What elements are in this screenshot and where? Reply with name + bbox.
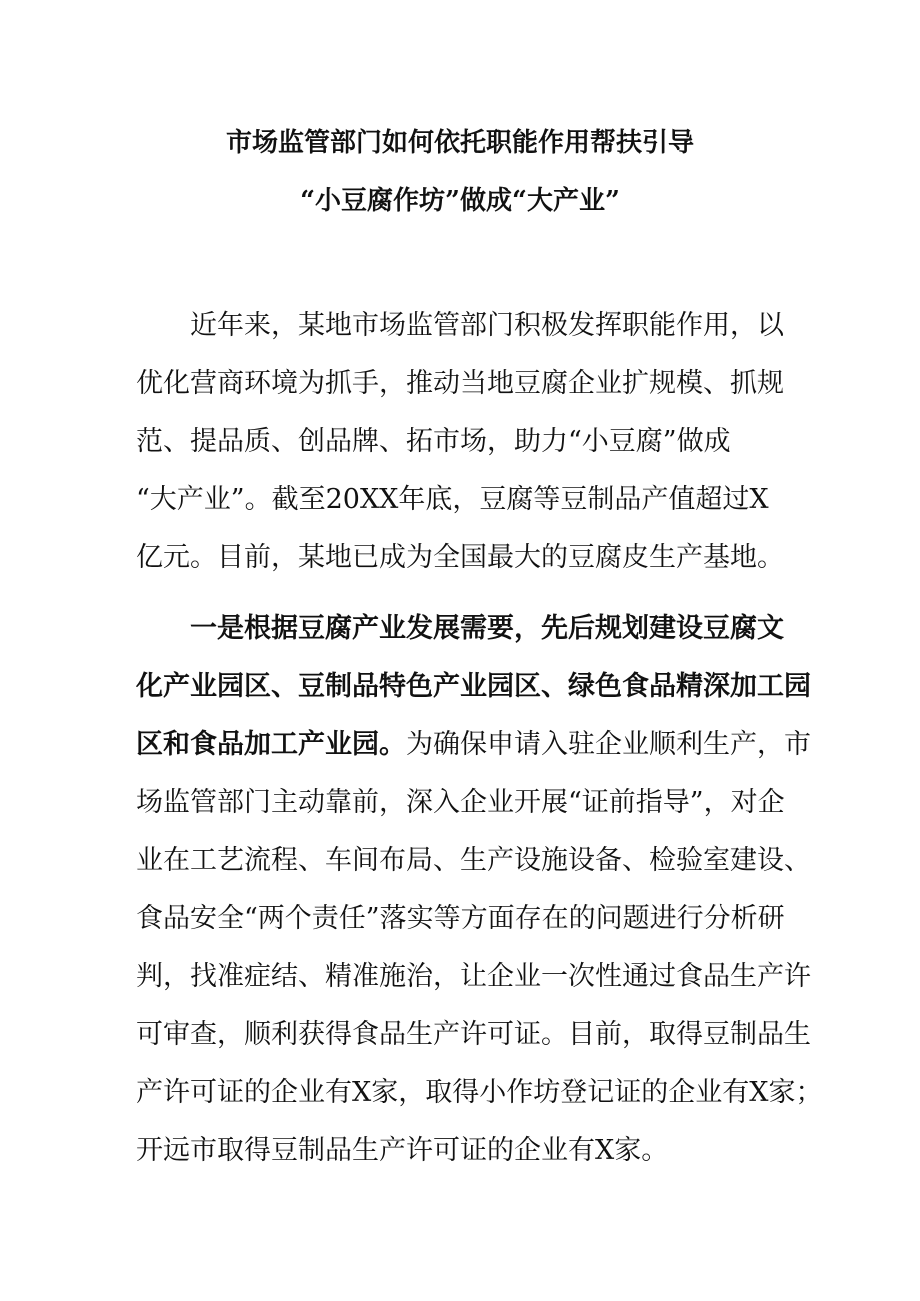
paragraph-2-line: 产许可证的企业有X家，取得小作坊登记证的企业有X家；	[136, 1077, 823, 1108]
paragraph-2-bold-line: 一是根据豆腐产业发展需要，先后规划建设豆腐文	[190, 613, 784, 644]
document-title-line-2: “小豆腐作坊”做成“大产业”	[300, 186, 620, 216]
paragraph-1-line: 优化营商环境为抓手，推动当地豆腐企业扩规模、抓规	[136, 368, 784, 399]
paragraph-1-line: “大产业”。截至20XX年底，豆腐等豆制品产值超过X	[136, 484, 769, 515]
paragraph-1	[136, 297, 796, 587]
document-title-line-1: 市场监管部门如何依托职能作用帮扶引导	[225, 128, 694, 158]
paragraph-2-bold-line: 化产业园区、豆制品特色产业园区、绿色食品精深加工园	[136, 671, 811, 702]
paragraph-2-line: 场监管部门主动靠前，深入企业开展“证前指导”，对企	[136, 787, 785, 818]
paragraph-2-line: 开远市取得豆制品生产许可证的企业有X家。	[136, 1135, 669, 1166]
paragraph-2-bold-line: 区和食品加工产业园。	[136, 729, 406, 760]
paragraph-2-line: 食品安全“两个责任”落实等方面存在的问题进行分析研	[136, 903, 785, 934]
paragraph-1-line: 范、提品质、创品牌、拓市场，助力“小豆腐”做成	[136, 426, 731, 457]
paragraph-1-line: 亿元。目前，某地已成为全国最大的豆腐皮生产基地。	[136, 542, 784, 573]
paragraph-2-line: 为确保申请入驻企业顺利生产，市	[406, 729, 811, 760]
paragraph-2-line: 可审查，顺利获得食品生产许可证。目前，取得豆制品生	[136, 1019, 811, 1050]
paragraph-2-line: 判，找准症结、精准施治，让企业一次性通过食品生产许	[136, 961, 811, 992]
paragraph-2	[136, 600, 823, 1180]
paragraph-1-line: 近年来，某地市场监管部门积极发挥职能作用，以	[190, 310, 784, 341]
paragraph-2-line: 业在工艺流程、车间布局、生产设施设备、检验室建设、	[136, 845, 811, 876]
